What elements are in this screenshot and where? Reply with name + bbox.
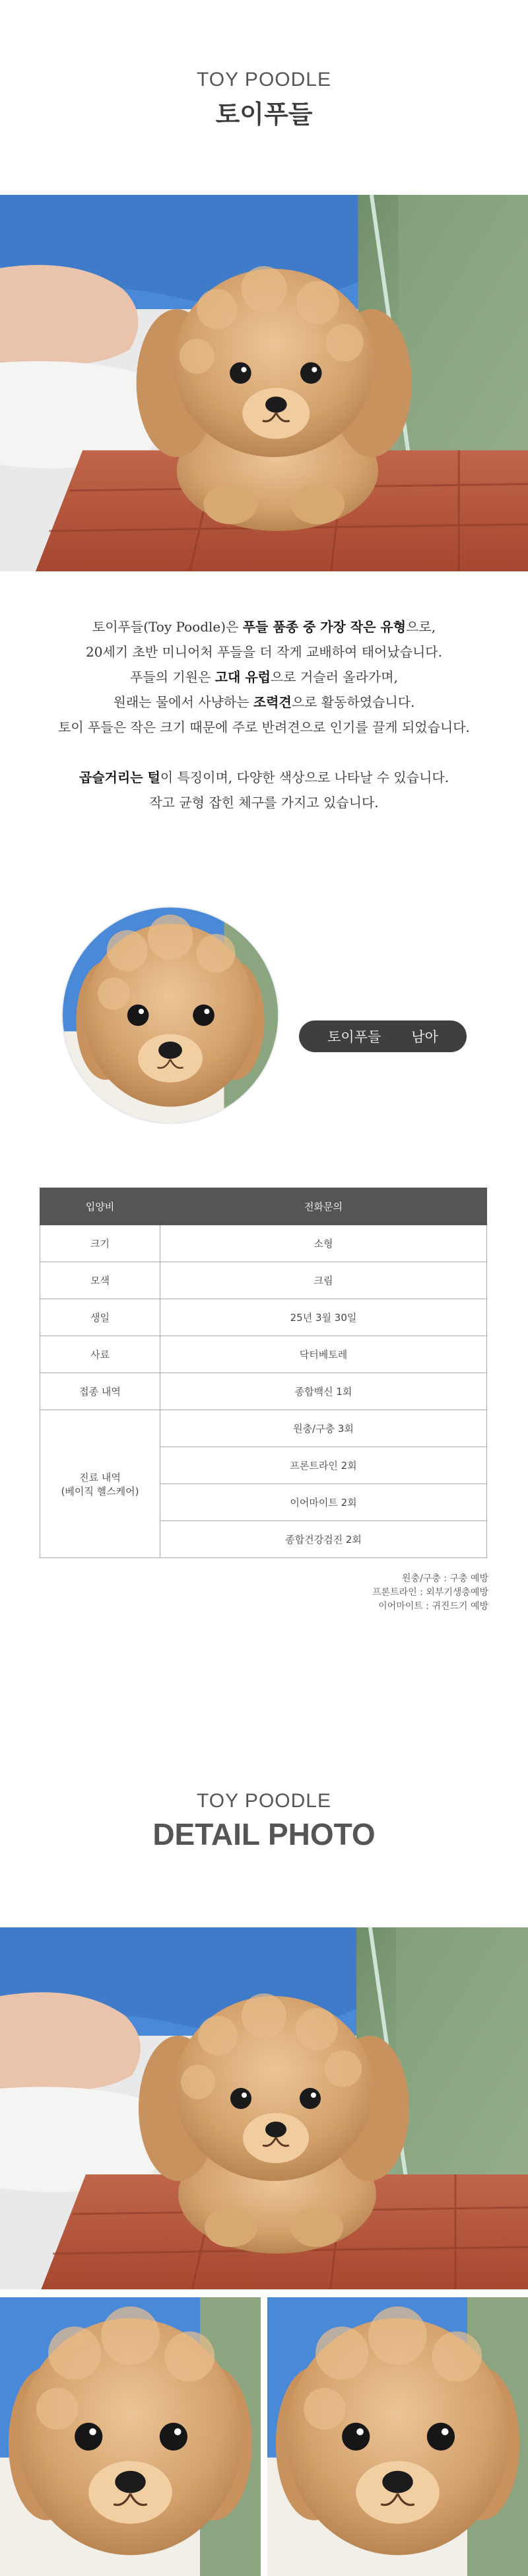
description-line [0, 765, 528, 790]
description-text: 20세기 초반 미니어처 푸들을 더 작게 교배하여 태어났습니다. [86, 644, 442, 660]
description-text: 으로 활동하였습니다. [291, 694, 415, 710]
table-row [40, 1225, 487, 1262]
profile-breed: 토이푸들 [327, 1029, 381, 1045]
care-label: 진료 내역 [79, 1471, 121, 1484]
description-text: 푸들의 기원은 [130, 669, 215, 685]
care-value: 이어마이트 2회 [160, 1484, 487, 1521]
description-line [0, 614, 528, 639]
paragraph-gap [0, 740, 528, 765]
care-value: 프론트라인 2회 [160, 1447, 487, 1484]
row-label: 크기 [40, 1225, 160, 1262]
detail-photo-right [267, 2297, 528, 2576]
care-value: 종합건강검진 2회 [160, 1521, 487, 1558]
table-row [40, 1336, 487, 1373]
detail-title-en: TOY POODLE [197, 1790, 331, 1812]
breed-title-ko: 토이푸들 [215, 100, 313, 129]
table-row [40, 1373, 487, 1410]
care-notes [372, 1572, 488, 1614]
row-label: 모색 [40, 1262, 160, 1299]
description-line [0, 664, 528, 690]
description-text: 으로 거슬러 올라가며, [270, 669, 398, 685]
description-line [0, 639, 528, 664]
note-line: 원충/구충 : 구충 예방 [402, 1573, 488, 1584]
table-header-label: 입양비 [40, 1188, 160, 1225]
detail-header [0, 1790, 528, 1852]
breed-header [0, 69, 528, 130]
table-header-row [40, 1188, 487, 1225]
table-header-value: 전화문의 [160, 1188, 487, 1225]
care-label-cell [40, 1410, 160, 1558]
description-line [0, 790, 528, 815]
description-text: 작고 균형 잡힌 체구를 가지고 있습니다. [149, 795, 379, 810]
row-value: 크림 [160, 1262, 487, 1299]
description-highlight: 고대 유럽 [214, 669, 271, 685]
profile-gender: 남아 [411, 1029, 438, 1045]
table-row [40, 1299, 487, 1336]
description-text: 토이푸들(Toy Poodle)은 [92, 619, 243, 635]
detail-title: DETAIL PHOTO [152, 1817, 376, 1851]
row-label: 생일 [40, 1299, 160, 1336]
row-value: 종합백신 1회 [160, 1373, 487, 1410]
description-line [0, 715, 528, 740]
care-value: 원충/구충 3회 [160, 1410, 487, 1447]
row-value: 25년 3월 30일 [160, 1299, 487, 1336]
row-value: 소형 [160, 1225, 487, 1262]
row-value: 닥터베토레 [160, 1336, 487, 1373]
detail-photo-left [0, 2297, 261, 2576]
detail-photo-large [0, 1927, 528, 2289]
description-highlight: 조력견 [253, 694, 292, 710]
breed-title-en: TOY POODLE [197, 69, 331, 90]
description-text: 으로, [406, 619, 436, 635]
table-row [40, 1262, 487, 1299]
description-text: 원래는 물에서 사냥하는 [113, 694, 253, 710]
note-line: 이어마이트 : 귀진드기 예방 [378, 1601, 488, 1612]
description-highlight: 푸들 품종 중 가장 작은 유형 [242, 619, 407, 635]
note-line: 프론트라인 : 외부기생충예방 [372, 1587, 488, 1598]
row-label: 접종 내역 [40, 1373, 160, 1410]
description-line [0, 690, 528, 715]
row-label: 사료 [40, 1336, 160, 1373]
description-text: 이 특징이며, 다양한 색상으로 나타날 수 있습니다. [160, 769, 449, 785]
table-row [40, 1410, 487, 1447]
profile-badge [299, 1020, 467, 1052]
profile-photo [63, 908, 278, 1123]
info-table [40, 1188, 487, 1558]
care-sublabel: (베이직 헬스케어) [61, 1485, 139, 1497]
breed-description [0, 614, 528, 815]
description-text: 토이 푸들은 작은 크기 때문에 주로 반려견으로 인기를 끌게 되었습니다. [58, 719, 470, 735]
hero-photo [0, 195, 528, 571]
description-highlight: 곱슬거리는 털 [79, 769, 160, 785]
